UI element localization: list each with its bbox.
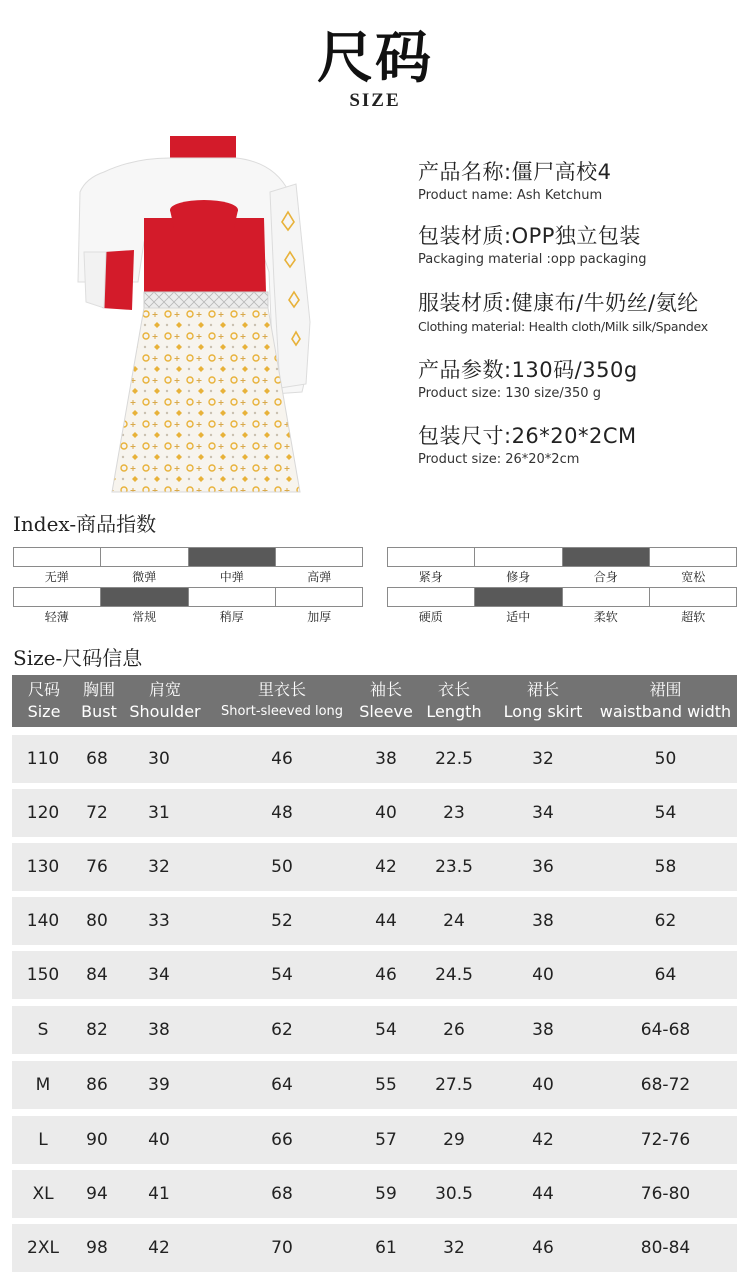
- table-cell: 30.5: [435, 1184, 473, 1204]
- index-label: 合身: [593, 570, 618, 584]
- table-cell: 68: [271, 1184, 293, 1204]
- table-cell: 38: [532, 1020, 554, 1040]
- table-row: [12, 1170, 737, 1218]
- table-cell: 64: [271, 1075, 293, 1095]
- info-packaging-material: [418, 220, 750, 267]
- info-label-zh: 服装材质:健康布/牛奶丝/氨纶: [418, 291, 699, 315]
- header-label-en: Short-sleeved long: [220, 704, 344, 719]
- table-cell: 62: [271, 1020, 293, 1040]
- index-segment-selected: [475, 588, 562, 606]
- table-cell: 62: [654, 911, 677, 931]
- index-label: 适中: [506, 610, 531, 624]
- index-label: 无弹: [44, 570, 69, 584]
- table-cell: 61: [375, 1238, 397, 1258]
- table-cell: XL: [32, 1184, 54, 1204]
- info-label-en: Product size: 130 size/350 g: [418, 386, 601, 401]
- index-bar: [13, 587, 363, 607]
- table-cell: 36: [532, 857, 554, 877]
- page-title-zh: 尺码: [317, 25, 433, 91]
- index-softness: [387, 587, 737, 627]
- table-cell: 38: [532, 911, 554, 931]
- table-cell: 120: [26, 803, 60, 823]
- index-label: 加厚: [307, 610, 332, 624]
- table-cell: 76: [86, 857, 108, 877]
- table-cell: 24: [443, 911, 465, 931]
- index-label: 宽松: [681, 570, 706, 584]
- table-cell: 94: [86, 1184, 108, 1204]
- table-cell: 2XL: [27, 1238, 59, 1258]
- table-cell: 30: [148, 749, 170, 769]
- table-cell: 84: [86, 965, 108, 985]
- table-cell: 64: [654, 965, 677, 985]
- info-label-en: Product name: Ash Ketchum: [418, 188, 603, 203]
- index-label: 修身: [506, 570, 531, 584]
- index-segment: [14, 588, 101, 606]
- table-row: [12, 735, 737, 783]
- table-cell: 42: [148, 1238, 170, 1258]
- info-product-size: [418, 354, 750, 401]
- table-cell: 140: [26, 911, 60, 931]
- table-cell: 29: [443, 1130, 465, 1150]
- table-cell: 23.5: [435, 857, 473, 877]
- table-cell: 31: [148, 803, 170, 823]
- info-clothing-material: [418, 287, 750, 334]
- table-cell: 48: [271, 803, 293, 823]
- table-cell: 50: [654, 749, 677, 769]
- table-cell: 55: [375, 1075, 397, 1095]
- index-bar: [13, 547, 363, 567]
- table-cell: 32: [532, 749, 554, 769]
- table-cell: 98: [86, 1238, 108, 1258]
- index-segment: [388, 548, 475, 566]
- table-cell: 150: [26, 965, 60, 985]
- table-row: [12, 789, 737, 837]
- table-cell: 23: [443, 803, 465, 823]
- header-label-en: waistband width: [599, 702, 732, 721]
- table-cell: 38: [148, 1020, 170, 1040]
- index-label: 柔软: [593, 610, 618, 624]
- header-label-zh: 尺码: [27, 680, 60, 699]
- header-bust: [76, 675, 122, 727]
- header-label-zh: 袖长: [369, 680, 402, 699]
- table-row: [12, 897, 737, 945]
- header-label-en: Long skirt: [503, 702, 583, 721]
- size-table-header: [12, 675, 737, 727]
- table-cell: 80: [86, 911, 108, 931]
- info-product-name: [418, 156, 750, 203]
- header-label-zh: 胸围: [82, 680, 115, 699]
- table-cell: 58: [654, 857, 677, 877]
- table-cell: 46: [271, 749, 293, 769]
- table-cell: 54: [375, 1020, 397, 1040]
- table-cell: 32: [148, 857, 170, 877]
- table-cell: 44: [375, 911, 397, 931]
- table-cell: 27.5: [435, 1075, 473, 1095]
- header-label-en: Shoulder: [129, 702, 201, 721]
- table-cell: 76-80: [640, 1184, 691, 1204]
- table-cell: 64-68: [640, 1020, 691, 1040]
- index-label: 轻薄: [44, 610, 69, 624]
- index-segment-selected: [563, 548, 650, 566]
- table-cell: 40: [148, 1130, 170, 1150]
- info-label-zh: 产品名称:僵尸高校4: [418, 160, 612, 184]
- table-cell: 46: [532, 1238, 554, 1258]
- table-cell: 110: [26, 749, 60, 769]
- table-cell: 42: [532, 1130, 554, 1150]
- index-section-title: Index-商品指数: [13, 512, 157, 536]
- header-label-en: Sleeve: [359, 702, 413, 721]
- info-label-en: Clothing material: Health cloth/Milk silk/Spandex: [418, 319, 708, 334]
- header-short-sleeved-long: [208, 675, 356, 727]
- header-size: [12, 675, 76, 727]
- product-image: [74, 132, 344, 500]
- info-label-zh: 包装材质:OPP独立包装: [418, 224, 641, 248]
- table-cell: 70: [271, 1238, 293, 1258]
- index-segment: [388, 588, 475, 606]
- table-cell: 40: [532, 965, 554, 985]
- info-label-zh: 包装尺寸:26*20*2CM: [418, 424, 637, 448]
- table-cell: L: [38, 1130, 48, 1150]
- info-label-en: Product size: 26*20*2cm: [418, 452, 580, 467]
- header-label-zh: 裙长: [526, 680, 559, 699]
- index-segment: [276, 588, 362, 606]
- header-shoulder: [122, 675, 208, 727]
- table-cell: 90: [86, 1130, 108, 1150]
- index-segment: [563, 588, 650, 606]
- header-label-en: Length: [426, 702, 482, 721]
- index-label: 硬质: [418, 610, 443, 624]
- index-segment: [189, 588, 276, 606]
- table-cell: 68-72: [640, 1075, 691, 1095]
- index-segment: [650, 548, 736, 566]
- table-cell: M: [35, 1075, 51, 1095]
- index-segment: [475, 548, 562, 566]
- index-thickness: [13, 587, 363, 627]
- table-cell: 34: [148, 965, 170, 985]
- table-row: [12, 1006, 737, 1054]
- table-cell: 57: [375, 1130, 397, 1150]
- table-cell: 38: [375, 749, 397, 769]
- index-segment: [650, 588, 736, 606]
- index-elasticity: [13, 547, 363, 587]
- index-segment-selected: [189, 548, 276, 566]
- table-cell: 33: [148, 911, 170, 931]
- header-label-zh: 裙围: [649, 680, 682, 699]
- table-cell: 130: [26, 857, 60, 877]
- table-row: [12, 1224, 737, 1272]
- header-sleeve: [356, 675, 416, 727]
- table-cell: 40: [375, 803, 397, 823]
- table-cell: S: [37, 1020, 49, 1040]
- index-label: 常规: [132, 610, 157, 624]
- size-section-title: Size-尺码信息: [13, 646, 143, 670]
- table-row: [12, 951, 737, 999]
- index-bar: [387, 547, 737, 567]
- index-label: 高弹: [307, 570, 332, 584]
- index-label: 稍厚: [219, 610, 244, 624]
- table-cell: 44: [532, 1184, 554, 1204]
- table-cell: 50: [271, 857, 293, 877]
- table-cell: 24.5: [435, 965, 473, 985]
- index-segment-selected: [101, 588, 188, 606]
- table-cell: 54: [654, 803, 677, 823]
- index-label: 超软: [681, 610, 706, 624]
- table-cell: 72: [86, 803, 108, 823]
- header-label-zh: 衣长: [437, 680, 470, 699]
- table-cell: 42: [375, 857, 397, 877]
- table-row: [12, 1116, 737, 1164]
- table-row: [12, 843, 737, 891]
- table-cell: 26: [443, 1020, 465, 1040]
- table-cell: 41: [148, 1184, 170, 1204]
- index-segment: [101, 548, 188, 566]
- index-segment: [14, 548, 101, 566]
- info-label-zh: 产品参数:130码/350g: [418, 358, 638, 382]
- table-cell: 40: [532, 1075, 554, 1095]
- table-cell: 68: [86, 749, 108, 769]
- table-cell: 34: [532, 803, 554, 823]
- header-waistband-width: [594, 675, 737, 727]
- table-cell: 54: [271, 965, 293, 985]
- index-segment: [276, 548, 362, 566]
- table-cell: 86: [86, 1075, 108, 1095]
- header-long-skirt: [492, 675, 594, 727]
- index-label: 微弹: [132, 570, 157, 584]
- table-cell: 52: [271, 911, 293, 931]
- table-cell: 22.5: [435, 749, 473, 769]
- table-row: [12, 1061, 737, 1109]
- table-cell: 39: [148, 1075, 170, 1095]
- table-cell: 82: [86, 1020, 108, 1040]
- index-label: 中弹: [219, 570, 244, 584]
- index-fit: [387, 547, 737, 587]
- index-label: 紧身: [418, 570, 443, 584]
- page-title-en: SIZE: [349, 90, 401, 111]
- table-cell: 80-84: [640, 1238, 691, 1258]
- table-cell: 32: [443, 1238, 465, 1258]
- header-label-en: Size: [27, 702, 61, 721]
- table-cell: 46: [375, 965, 397, 985]
- header-label-en: Bust: [81, 702, 117, 721]
- header-length: [416, 675, 492, 727]
- index-bar: [387, 587, 737, 607]
- info-label-en: Packaging material :opp packaging: [418, 252, 647, 267]
- table-cell: 66: [271, 1130, 293, 1150]
- header-label-zh: 肩宽: [148, 680, 181, 699]
- table-cell: 72-76: [640, 1130, 691, 1150]
- header-label-zh: 里衣长: [257, 680, 306, 699]
- table-cell: 59: [375, 1184, 397, 1204]
- info-package-size: [418, 420, 750, 467]
